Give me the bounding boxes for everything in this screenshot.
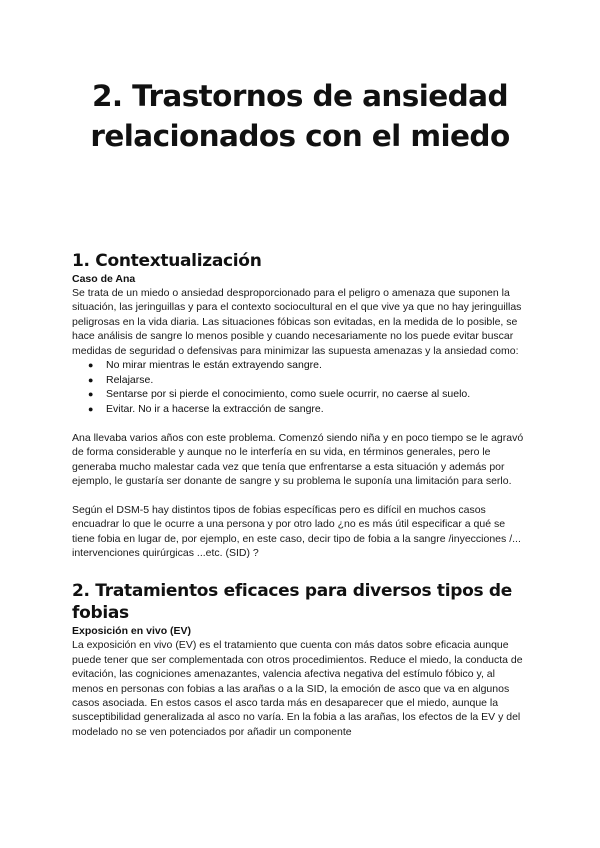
bullet-icon: ● — [88, 403, 94, 414]
subheading-exposicion-en-vivo: Exposición en vivo (EV) — [72, 625, 192, 638]
list-item — [88, 358, 528, 373]
list-item — [88, 373, 528, 388]
paragraph-exposicion: La exposición en vivo (EV) es el tratamiento que cuenta con más datos sobre eficacia aunque puede tener que ser complementada con otros procedimientos. Reduce el miedo, la conducta de evitación, las cogniciones amenazantes, valencia afectiva negativa del estímulo fóbico y, al menos en personas con fobias a las arañas o a la SID, la emoción de asco que va en algunos casos asociada. En estos casos el asco tarda más en desaparecer que el miedo, aunque la susceptibilidad generalizada al asco no varía. En la fobia a las arañas, los efectos de la EV y del modelado no se ven potenciados por añadir un componente — [72, 639, 523, 738]
page-title: 2. Trastornos de ansiedad relacionados con el miedo — [90, 79, 510, 153]
subheading-caso-de-ana: Caso de Ana — [72, 273, 136, 285]
list-item-text: Relajarse. — [106, 373, 154, 386]
paragraph-ana-history: Ana llevaba varios años con este problema. Comenzó siendo niña y en poco tiempo se le agravó de forma considerable y aunque no le interfería en su vida, en términos generales, pero le generaba mucho malestar cada vez que tenía que enfrentarse a esta situación y además por ejemplo, le gustaría ser donante de sangre y su problema le suponía una limitación para serlo. — [72, 431, 524, 488]
bullet-icon: ● — [88, 374, 94, 385]
list-item-text: No mirar mientras le están extrayendo sangre. — [106, 359, 322, 372]
list-item-text: Sentarse por si pierde el conocimiento, como suele ocurrir, no caerse al suelo. — [106, 388, 471, 401]
bullet-icon: ● — [88, 389, 94, 400]
list-item-text: Evitar. No ir a hacerse la extracción de sangre. — [106, 402, 324, 415]
list-item — [88, 402, 528, 417]
list-item — [88, 387, 528, 402]
section-heading-tratamientos: 2. Tratamientos eficaces para diversos tipos de fobias — [72, 581, 513, 624]
bullet-list — [72, 358, 528, 416]
paragraph-dsm5: Según el DSM-5 hay distintos tipos de fobias específicas pero es difícil en muchos casos encuadrar lo que le ocurre a una persona y por otro lado ¿no es más útil especificar a qué se tiene fobia en lugar de, por ejemplo, en este caso, decir tipo de fobia a la sangre /inyecciones /... intervenciones quirúrgicas ...etc. (SID) ? — [72, 503, 521, 560]
bullet-icon: ● — [88, 360, 94, 371]
paragraph-intro: Se trata de un miedo o ansiedad desproporcionado para el peligro o amenaza que suponen la situación, las jeringuillas y para el contexto sociocultural en el que vive ya que no hay jeringuillas peligrosas en la vida diaria. Las situaciones fóbicas son evitadas, en la medida de lo posible, se hace análisis de sangre lo menos posible y cuando necesariamente no los puede evitar buscar medidas de seguridad o defensivas para minimizar las supuesta amenazas y la ansiedad como: — [72, 287, 522, 357]
section-heading-contextualizacion: 1. Contextualización — [72, 251, 262, 271]
